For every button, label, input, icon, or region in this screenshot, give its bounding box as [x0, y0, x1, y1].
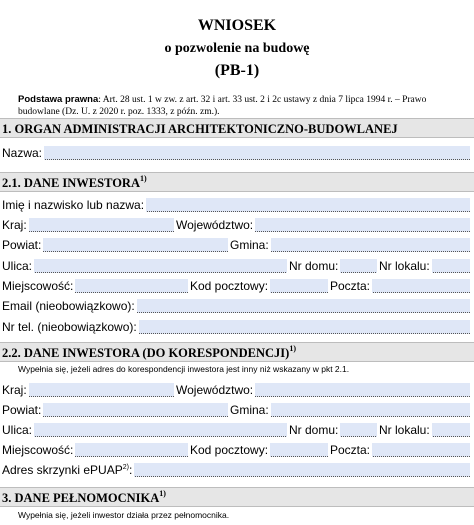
corr-country-label: Kraj: — [2, 383, 27, 397]
form-code: (PB-1) — [214, 62, 260, 79]
section-3-note: Wypełnia się, jeżeli inwestor działa przez pełnomocnika. — [18, 510, 230, 520]
corr-epuap-label-text: Adres skrzynki ePUAP — [2, 463, 123, 477]
corr-epuap-label — [2, 463, 134, 477]
investor-flat-no-label: Nr lokalu: — [379, 259, 430, 273]
corr-epuap-footnote: 2) — [122, 464, 129, 471]
section-21-footnote: 1) — [140, 174, 147, 183]
form-title: WNIOSEK — [197, 17, 277, 34]
section-3-header — [0, 487, 474, 507]
investor-phone-label: Nr tel. (nieobowiązkowo): — [2, 320, 137, 334]
section-1-header — [0, 118, 474, 138]
authority-name-field[interactable] — [36, 146, 470, 160]
authority-name-label: Nazwa: — [2, 146, 43, 160]
investor-post-label: Poczta: — [330, 279, 371, 293]
section-22-header — [0, 342, 474, 362]
corr-epuap-colon: : — [128, 463, 133, 477]
corr-commune-label: Gmina: — [230, 403, 269, 417]
corr-post-label: Poczta: — [330, 443, 371, 457]
legal-basis-label: Podstawa prawna — [18, 94, 99, 105]
corr-street-label: Ulica: — [2, 423, 33, 437]
corr-house-no-label: Nr domu: — [289, 423, 339, 437]
section-3-footnote: 1) — [159, 489, 166, 498]
corr-postcode-label: Kod pocztowy: — [190, 443, 269, 457]
investor-commune-label: Gmina: — [230, 238, 269, 252]
investor-postcode-label: Kod pocztowy: — [190, 279, 269, 293]
investor-street-label: Ulica: — [2, 259, 33, 273]
section-1-title: 1. ORGAN ADMINISTRACJI ARCHITEKTONICZNO-BUDOWLANEJ — [2, 122, 398, 136]
section-22-title: 2.2. DANE INWESTORA (DO KORESPONDENCJI) — [2, 346, 290, 360]
corr-voivodeship-label: Województwo: — [176, 383, 254, 397]
investor-county-label: Powiat: — [2, 238, 42, 252]
form-subtitle: o pozwolenie na budowę — [164, 41, 310, 56]
section-22-footnote: 1) — [289, 344, 296, 353]
investor-country-label: Kraj: — [2, 218, 27, 232]
section-21-title: 2.1. DANE INWESTORA — [2, 176, 140, 190]
investor-house-no-label: Nr domu: — [289, 259, 339, 273]
section-22-note: Wypełnia się, jeżeli adres do korespondencji inwestora jest inny niż wskazany w pkt 2.1. — [18, 364, 350, 374]
investor-voivodeship-label: Województwo: — [176, 218, 254, 232]
investor-name-label: Imię i nazwisko lub nazwa: — [2, 198, 145, 212]
corr-locality-label: Miejscowość: — [2, 443, 74, 457]
legal-basis-text: : Art. 28 ust. 1 w zw. z art. 32 i art. 33 ust. 2 i 2c ustawy z dnia 7 lipca 1994 r. – Prawo budowlane (Dz. U. z 2020 r. poz. 1333, z późn. zm.). — [18, 95, 427, 117]
legal-basis — [18, 94, 466, 118]
section-21-header — [0, 172, 474, 192]
investor-email-label: Email (nieobowiązkowo): — [2, 299, 135, 313]
section-3-title: 3. DANE PEŁNOMOCNIKA — [2, 491, 160, 505]
corr-county-label: Powiat: — [2, 403, 42, 417]
corr-flat-no-label: Nr lokalu: — [379, 423, 430, 437]
investor-locality-label: Miejscowość: — [2, 279, 74, 293]
